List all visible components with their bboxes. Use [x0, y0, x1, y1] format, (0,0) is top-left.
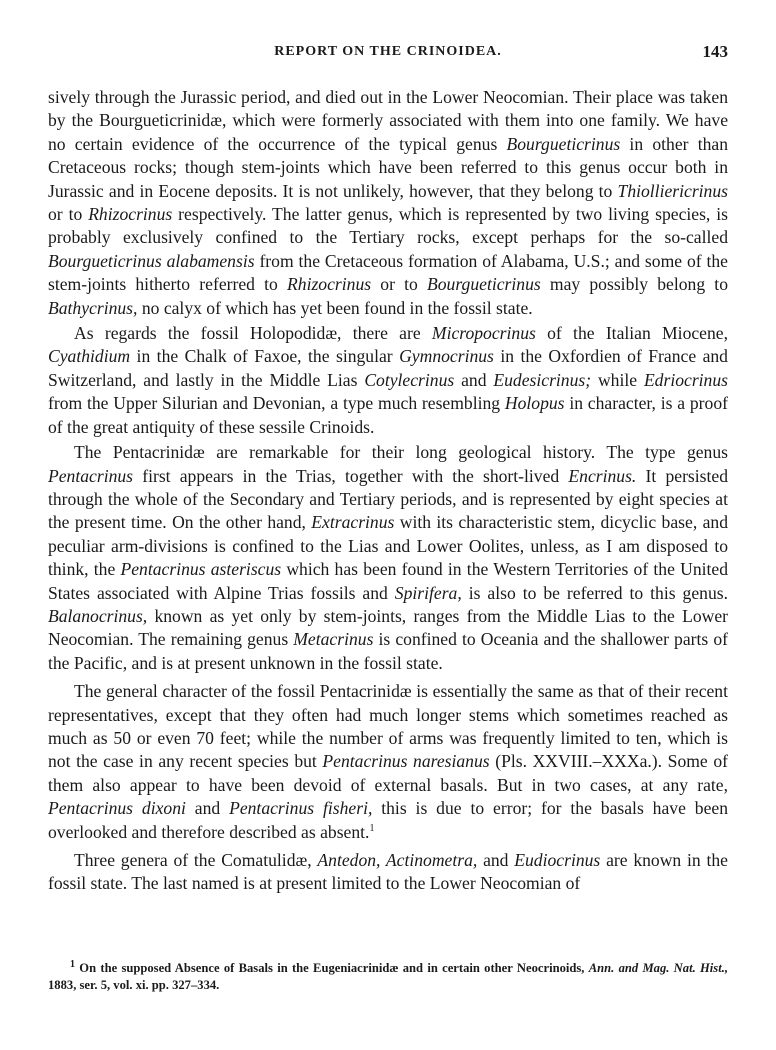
italic-run: Pentacrinus naresianus [322, 751, 490, 772]
text-run: or to [48, 204, 89, 225]
text-run: is confined to Oceania and the shallower parts of the Pacific, and is at present unknown in the fossil state. [48, 629, 728, 673]
page-number: 143 [702, 42, 728, 61]
text-run: respectively. The latter genus, which is represented by two living species, is probably exclusively confined to the Tertiary rocks, except perhaps for the so-called [48, 204, 728, 248]
text-run: may possibly belong to [540, 274, 728, 295]
footnote-marker: 1 [369, 822, 375, 834]
text-run: It persisted through the whole of the Secondary and Tertiary periods, and is represented by eight species at the present time. On the other hand, [48, 465, 729, 533]
paragraph [48, 849, 728, 896]
text-run: in the Oxfordien of France and Switzerland, and lastly in the Middle Lias [48, 346, 728, 390]
text-run: first appears in the Trias, together with the short-lived [133, 465, 569, 486]
italic-run: Micropocrinus [431, 323, 536, 344]
italic-run: Bourgueticrinus [506, 133, 621, 154]
italic-run: Pentacrinus dixoni [48, 798, 186, 819]
italic-run: Gymnocrinus [399, 346, 494, 367]
italic-run: Pentacrinus [48, 465, 134, 486]
text-run: 1883, ser. 5, vol. xi. pp. 327–334. [48, 978, 220, 992]
text-run: Three genera of the Comatulidæ, [74, 850, 318, 870]
italic-run: Pentacrinus fisheri, [229, 798, 373, 819]
text-run: The Pentacrinidæ are remarkable for their long geological history. The type genus [74, 442, 728, 463]
italic-run: Ann. and Mag. Nat. Hist., [588, 961, 729, 975]
italic-run: Encrinus. [568, 465, 637, 486]
italic-run: Bathycrinus, [48, 297, 138, 318]
italic-run: Spirifera, [394, 582, 462, 603]
text-run: The general character of the fossil Pentacrinidæ is essentially the same as that of their recent representatives, except that they often had much longer stems which sometimes reached as much as 50 or even 70 feet; while the number of arms was frequently limited to ten, which is not the case in any recent species but [48, 681, 728, 772]
text-run: in other than Cretaceous rocks; though stem-joints which have been referred to this genus occur both in Jurassic and in Eocene deposits. It is not unlikely, however, that they belong to [48, 133, 728, 201]
italic-run: Antedon, Actinometra, [317, 850, 478, 870]
page-header [48, 44, 728, 68]
paragraph [48, 86, 728, 320]
text-run: no calyx of which has yet been found in the fossil state. [137, 297, 533, 318]
running-title: REPORT ON THE CRINOIDEA. [274, 44, 502, 59]
text-run: from the Cretaceous formation of Alabama, U.S.; and some of the stem-joints hitherto referred to [48, 250, 728, 295]
text-run: As regards the fossil Holopodidæ, there are [74, 323, 432, 344]
text-run: or to [371, 274, 428, 295]
italic-run: Eudesicrinus; [493, 369, 592, 390]
text-run: and [477, 850, 515, 870]
text-run: are known in the fossil state. The last named is at present limited to the Lower Neocomian of [48, 850, 728, 894]
text-run: (Pls. XXVIII.–XXXa.). Some of them also appear to have been devoid of external basals. But in two cases, at any rate, [48, 751, 728, 795]
italic-run: Pentacrinus asteriscus [120, 559, 282, 580]
text-run: sively through the Jurassic period, and died out in the Lower Neocomian. Their place was taken by the Bourgueticrinidæ, which were formerly associated with them into one family. We have no certain evidence of the occurrence of the typical genus [48, 87, 728, 154]
text-run: On the supposed Absence of Basals in the Eugeniacrinidæ and in certain other Neocrinoids, [75, 961, 589, 975]
text-run: with its characteristic stem, dicyclic base, and peculiar arm-divisions is confined to the Lias and Lower Oolites, unless, as I am disposed to think, the [48, 512, 728, 580]
italic-run: Bourgueticrinus alabamensis [48, 250, 255, 271]
italic-run: Cyathidium [48, 346, 131, 367]
text-run: in character, is a proof of the great antiquity of these sessile Crinoids. [48, 393, 728, 437]
text-run: is also to be referred to this genus. [461, 582, 728, 603]
text-run: and [454, 369, 494, 390]
text-run: and [185, 798, 230, 819]
italic-run: Edriocrinus [643, 369, 728, 390]
text-run: while [591, 369, 644, 390]
italic-run: Extracrinus [311, 512, 395, 533]
footnote-marker: 1 [70, 958, 75, 970]
italic-run: Balanocrinus, [48, 605, 148, 626]
text-run: from the Upper Silurian and Devonian, a type much resembling [48, 393, 505, 414]
body-text [48, 86, 728, 898]
italic-run: Eudiocrinus [514, 850, 601, 870]
text-run: this is due to error; for the basals have been overlooked and therefore described as absent. [48, 798, 728, 842]
paragraph [48, 680, 728, 844]
italic-run: Holopus [504, 393, 565, 414]
text-run: which has been found in the Western Territories of the United States associated with Alpine Trias fossils and [48, 559, 729, 603]
footnote [48, 960, 728, 994]
italic-run: Metacrinus [293, 629, 374, 650]
text-run: of the Italian Miocene, [535, 323, 728, 344]
text-run: in the Chalk of Faxoe, the singular [130, 346, 400, 367]
italic-run: Rhizocrinus [287, 274, 372, 295]
paragraph [48, 441, 728, 675]
italic-run: Rhizocrinus [88, 204, 173, 225]
text-run: known as yet only by stem-joints, ranges from the Middle Lias to the Lower Neocomian. The remaining genus [48, 605, 728, 650]
italic-run: Bourgueticrinus [427, 274, 541, 295]
paragraph [48, 322, 728, 439]
italic-run: Thiolliericrinus [617, 180, 728, 201]
italic-run: Cotylecrinus [364, 369, 455, 390]
